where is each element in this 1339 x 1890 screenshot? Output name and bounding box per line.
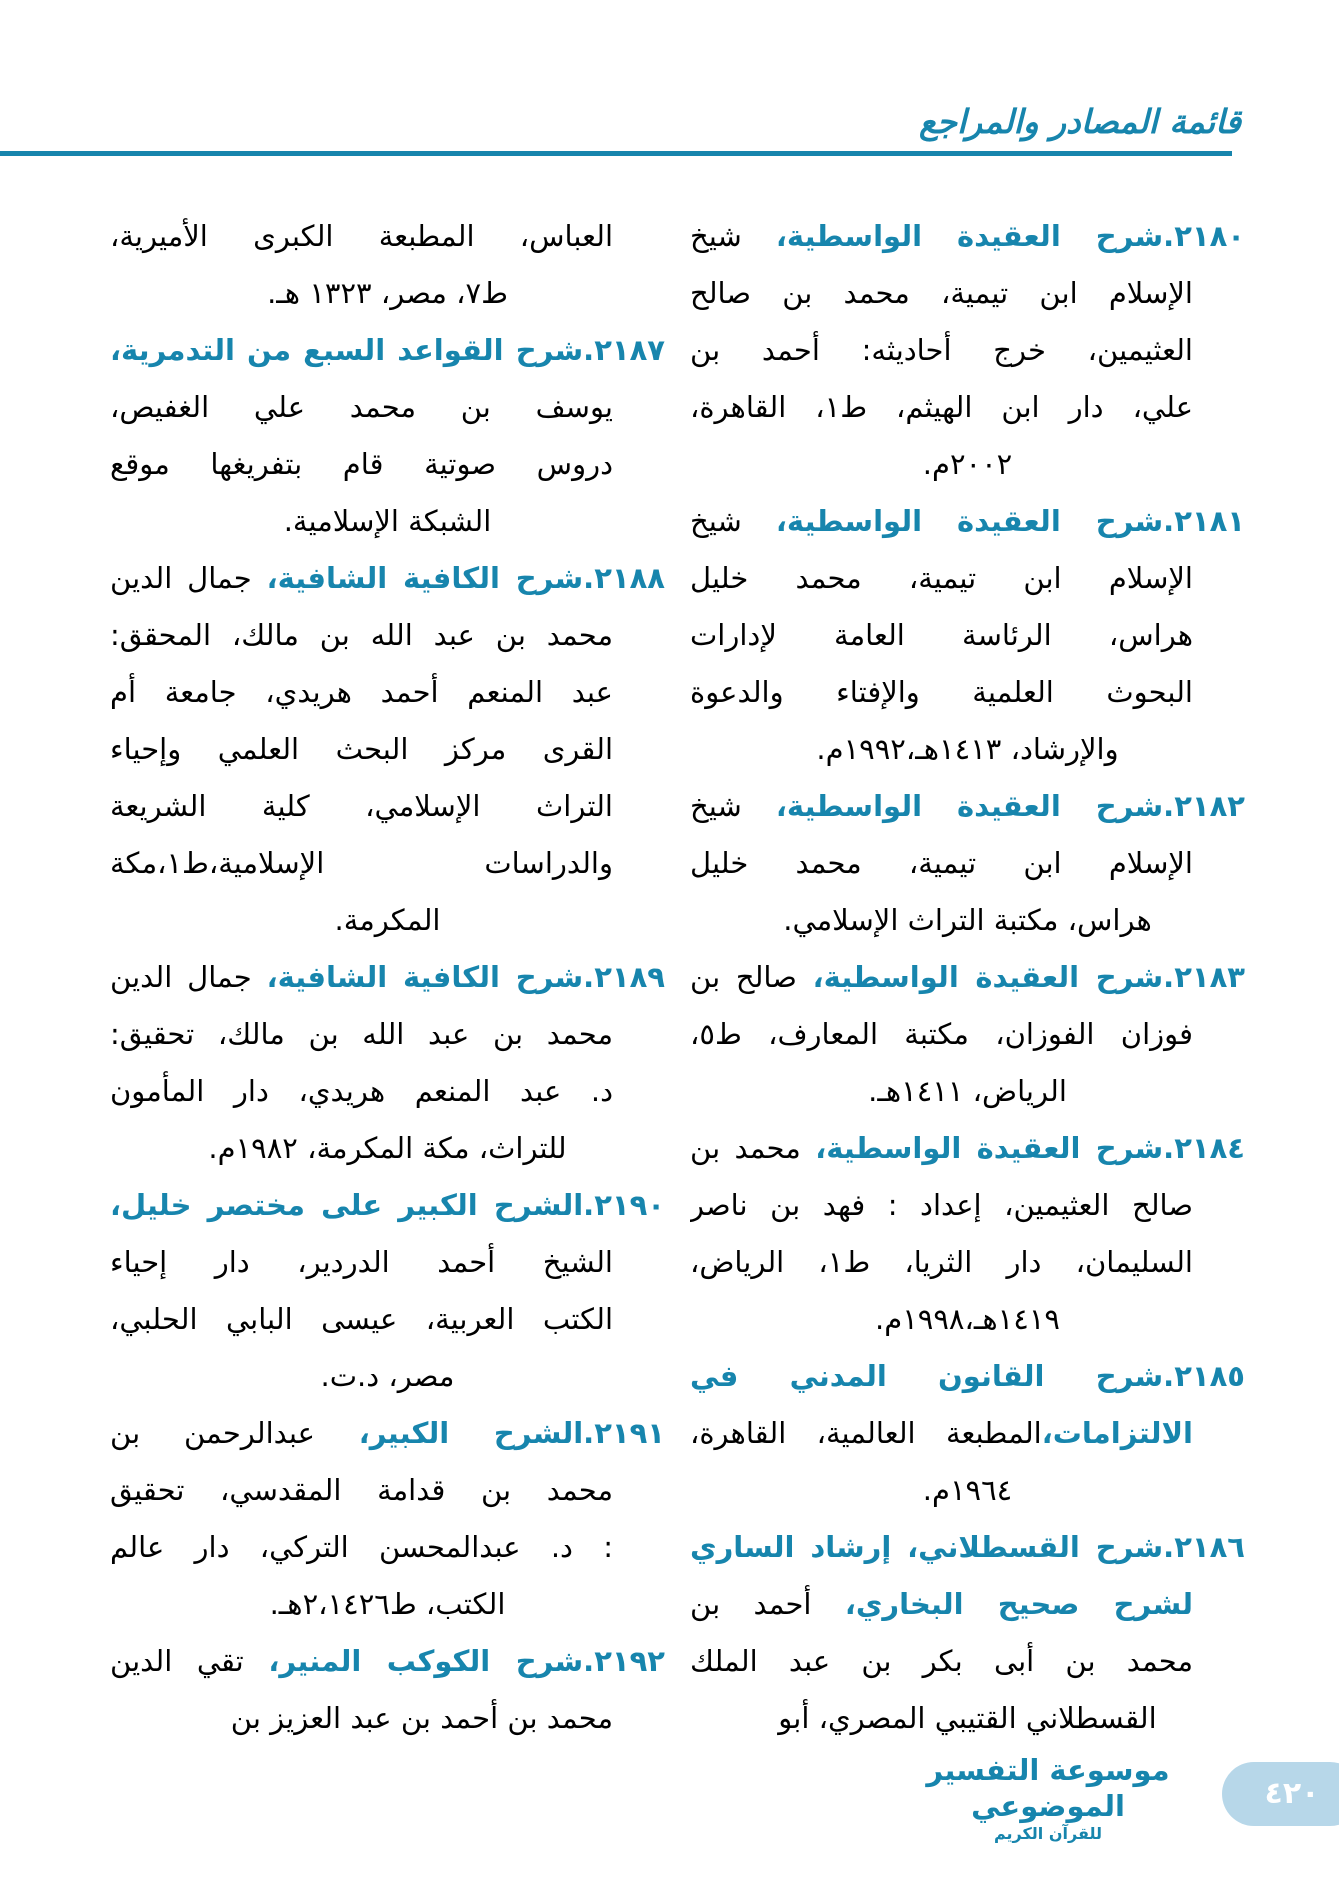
bib-entry xyxy=(690,949,1245,1120)
bib-entry xyxy=(110,208,665,322)
entry-body-text: المكرمة. xyxy=(334,903,441,937)
bib-line xyxy=(110,835,665,892)
entry-body-text: يوسف بن محمد علي الغفيص، xyxy=(110,390,613,424)
entry-body-text: شيخ xyxy=(690,219,776,253)
entry-body-text: فوزان الفوزان، مكتبة المعارف، ط٥، xyxy=(690,1017,1193,1051)
entry-title-text: ٢١٨٦.شرح القسطلاني، إرشاد الساري xyxy=(690,1530,1245,1564)
page-number: ٤٢٠ xyxy=(1264,1776,1320,1811)
entry-body-text: الكتب، ط٢،١٤٢٦هـ. xyxy=(269,1587,506,1621)
entry-body-text: صالح بن xyxy=(690,960,813,994)
entry-body-text: القسطلاني القتيبي المصري، أبو xyxy=(778,1701,1157,1735)
entry-title-text: ٢١٨٣.شرح العقيدة الواسطية، xyxy=(812,960,1245,994)
bib-line xyxy=(690,664,1245,721)
bib-entry xyxy=(690,208,1245,493)
entry-body-text: الشيخ أحمد الدردير، دار إحياء xyxy=(110,1245,613,1279)
header-rule xyxy=(0,151,1232,156)
bib-line xyxy=(110,493,665,550)
bib-entry xyxy=(110,949,665,1177)
entry-title-text: ٢١٨٩.شرح الكافية الشافية، xyxy=(266,960,665,994)
bib-entry xyxy=(690,778,1245,949)
entry-body-text: جمال الدين xyxy=(110,960,267,994)
entry-body-text: : د. عبدالمحسن التركي، دار عالم xyxy=(110,1530,613,1564)
entry-title-text: لشرح صحيح البخاري، xyxy=(844,1587,1193,1621)
entry-body-text: محمد بن عبد الله بن مالك، المحقق: xyxy=(110,618,613,652)
bib-line xyxy=(690,835,1245,892)
entry-body-text: الكتب العربية، عيسى البابي الحلبي، xyxy=(110,1302,613,1336)
entry-body-text: الإسلام ابن تيمية، محمد بن صالح xyxy=(690,276,1193,310)
entry-body-text: الشبكة الإسلامية. xyxy=(283,504,492,538)
entry-body-text: العثيمين، خرج أحاديثه: أحمد بن xyxy=(690,333,1193,367)
entry-title-text: ٢١٨٥.شرح القانون المدني في xyxy=(690,1359,1245,1393)
bib-line xyxy=(110,721,665,778)
entry-title-text: ٢١٨٠.شرح العقيدة الواسطية، xyxy=(775,219,1245,253)
entry-body-text: ١٤١٩هـ،١٩٩٨م. xyxy=(875,1302,1060,1336)
entry-body-text: للتراث، مكة المكرمة، ١٩٨٢م. xyxy=(208,1131,567,1165)
entry-body-text: هراس، الرئاسة العامة لإدارات xyxy=(690,618,1193,652)
bib-line xyxy=(110,607,665,664)
bib-line xyxy=(110,1063,665,1120)
bib-line xyxy=(110,550,665,607)
entry-title-text: ٢١٨٢.شرح العقيدة الواسطية، xyxy=(775,789,1245,823)
bib-line xyxy=(110,1120,665,1177)
publisher-logo xyxy=(908,1752,1188,1842)
entry-body-text: ط٧، مصر، ١٣٢٣ هـ. xyxy=(267,276,508,310)
page-header-title: قائمة المصادر والمراجع xyxy=(919,102,1241,141)
entry-body-text: عبد المنعم أحمد هريدي، جامعة أم xyxy=(110,675,613,709)
bib-line xyxy=(110,1234,665,1291)
bib-line xyxy=(690,721,1245,778)
bib-line xyxy=(690,1462,1245,1519)
bib-line xyxy=(690,1405,1245,1462)
entry-title-text: الالتزامات، xyxy=(1041,1416,1193,1450)
entry-body-text: مصر، د.ت. xyxy=(320,1359,455,1393)
entry-body-text: علي، دار ابن الهيثم، ط١، القاهرة، xyxy=(690,390,1194,424)
bib-entry xyxy=(110,322,665,550)
entry-body-text: الرياض، ١٤١١هـ. xyxy=(868,1074,1067,1108)
bib-line xyxy=(690,550,1245,607)
bib-entry xyxy=(690,1519,1245,1747)
entry-body-text: د. عبد المنعم هريدي، دار المأمون xyxy=(110,1074,613,1108)
entry-body-text: والدراسات الإسلامية،ط١،مكة xyxy=(110,846,613,880)
entry-body-text: ٢٠٠٢م. xyxy=(922,447,1013,481)
bib-line xyxy=(690,1063,1245,1120)
entry-body-text: محمد بن قدامة المقدسي، تحقيق xyxy=(110,1473,613,1507)
entry-title-text: ٢١٩١.الشرح الكبير، xyxy=(358,1416,665,1450)
publisher-logo-subtitle: للقرآن الكريم xyxy=(993,1823,1103,1843)
entry-body-text: القرى مركز البحث العلمي وإحياء xyxy=(110,732,613,766)
bib-entry xyxy=(690,493,1245,778)
entry-body-text: جمال الدين xyxy=(110,561,267,595)
bib-line xyxy=(690,1348,1245,1405)
bib-entry xyxy=(690,1348,1245,1519)
entry-body-text: هراس، مكتبة التراث الإسلامي. xyxy=(783,903,1152,937)
bib-line xyxy=(110,1576,665,1633)
entry-body-text: محمد بن عبد الله بن مالك، تحقيق: xyxy=(110,1017,613,1051)
bib-line xyxy=(690,892,1245,949)
entry-body-text: شيخ xyxy=(690,789,776,823)
bib-entry xyxy=(110,1633,665,1747)
bib-line xyxy=(690,436,1245,493)
bib-line xyxy=(110,1177,665,1234)
bib-line xyxy=(690,493,1245,550)
entry-body-text: التراث الإسلامي، كلية الشريعة xyxy=(110,789,613,823)
entry-body-text: البحوث العلمية والإفتاء والدعوة xyxy=(690,675,1193,709)
entry-body-text: محمد بن أبى بكر بن عبد الملك xyxy=(690,1644,1193,1678)
entry-body-text: محمد بن أحمد بن عبد العزيز بن xyxy=(230,1701,613,1735)
bib-line xyxy=(690,1291,1245,1348)
bib-line xyxy=(110,892,665,949)
publisher-logo-title: موسوعة التفسير الموضوعي xyxy=(926,1753,1170,1824)
entry-body-text: ١٩٦٤م. xyxy=(922,1473,1013,1507)
bib-line xyxy=(110,1633,665,1690)
entry-body-text: الإسلام ابن تيمية، محمد خليل xyxy=(690,846,1193,880)
bib-line xyxy=(690,949,1245,1006)
bib-line xyxy=(110,1006,665,1063)
bib-line xyxy=(110,664,665,721)
entry-body-text: أحمد بن xyxy=(690,1587,845,1621)
bib-line xyxy=(690,1006,1245,1063)
bib-line xyxy=(690,1120,1245,1177)
bib-entry xyxy=(110,1177,665,1405)
bib-line xyxy=(690,379,1245,436)
entry-title-text: ٢١٩٢.شرح الكوكب المنير، xyxy=(268,1644,665,1678)
entry-body-text: صالح العثيمين، إعداد : فهد بن ناصر xyxy=(690,1188,1193,1222)
bib-line xyxy=(690,1177,1245,1234)
entry-title-text: ٢١٨٧.شرح القواعد السبع من التدمرية، xyxy=(110,333,665,367)
bib-line xyxy=(110,1462,665,1519)
bib-line xyxy=(690,1633,1245,1690)
bib-line xyxy=(690,1519,1245,1576)
bib-line xyxy=(690,607,1245,664)
bib-entry xyxy=(110,550,665,949)
entry-body-text: محمد بن xyxy=(690,1131,816,1165)
bib-line xyxy=(690,322,1245,379)
bib-line xyxy=(110,265,665,322)
entry-title-text: ٢١٨٨.شرح الكافية الشافية، xyxy=(266,561,665,595)
column-right xyxy=(690,208,1245,1747)
entry-body-text: العباس، المطبعة الكبرى الأميرية، xyxy=(110,219,613,253)
bib-line xyxy=(690,1234,1245,1291)
entry-body-text: والإرشاد، ١٤١٣هـ،١٩٩٢م. xyxy=(816,732,1119,766)
entry-body-text: المطبعة العالمية، القاهرة، xyxy=(690,1416,1042,1450)
bib-line xyxy=(110,778,665,835)
column-left xyxy=(110,208,665,1747)
entry-title-text: ٢١٨٤.شرح العقيدة الواسطية، xyxy=(815,1131,1245,1165)
bib-line xyxy=(690,1576,1245,1633)
bibliography-text-area xyxy=(110,208,1245,1747)
entry-body-text: شيخ xyxy=(690,504,776,538)
bib-line xyxy=(110,208,665,265)
entry-body-text: دروس صوتية قام بتفريغها موقع xyxy=(110,447,613,481)
entry-title-text: ٢١٨١.شرح العقيدة الواسطية، xyxy=(775,504,1245,538)
entry-title-text: ٢١٩٠.الشرح الكبير على مختصر خليل، xyxy=(110,1188,665,1222)
bib-line xyxy=(690,265,1245,322)
entry-body-text: تقي الدين xyxy=(110,1644,269,1678)
bib-line xyxy=(110,322,665,379)
bib-line xyxy=(110,1690,665,1747)
bib-line xyxy=(110,949,665,1006)
bib-line xyxy=(690,1690,1245,1747)
bib-entry xyxy=(690,1120,1245,1348)
entry-body-text: عبدالرحمن بن xyxy=(110,1416,359,1450)
entry-body-text: الإسلام ابن تيمية، محمد خليل xyxy=(690,561,1193,595)
bib-line xyxy=(690,208,1245,265)
bib-line xyxy=(110,1519,665,1576)
bib-line xyxy=(690,778,1245,835)
bib-entry xyxy=(110,1405,665,1633)
entry-body-text: السليمان، دار الثريا، ط١، الرياض، xyxy=(690,1245,1193,1279)
bib-line xyxy=(110,1405,665,1462)
page-number-badge xyxy=(1222,1762,1339,1826)
bib-line xyxy=(110,379,665,436)
bib-line xyxy=(110,1348,665,1405)
bib-line xyxy=(110,436,665,493)
bib-line xyxy=(110,1291,665,1348)
